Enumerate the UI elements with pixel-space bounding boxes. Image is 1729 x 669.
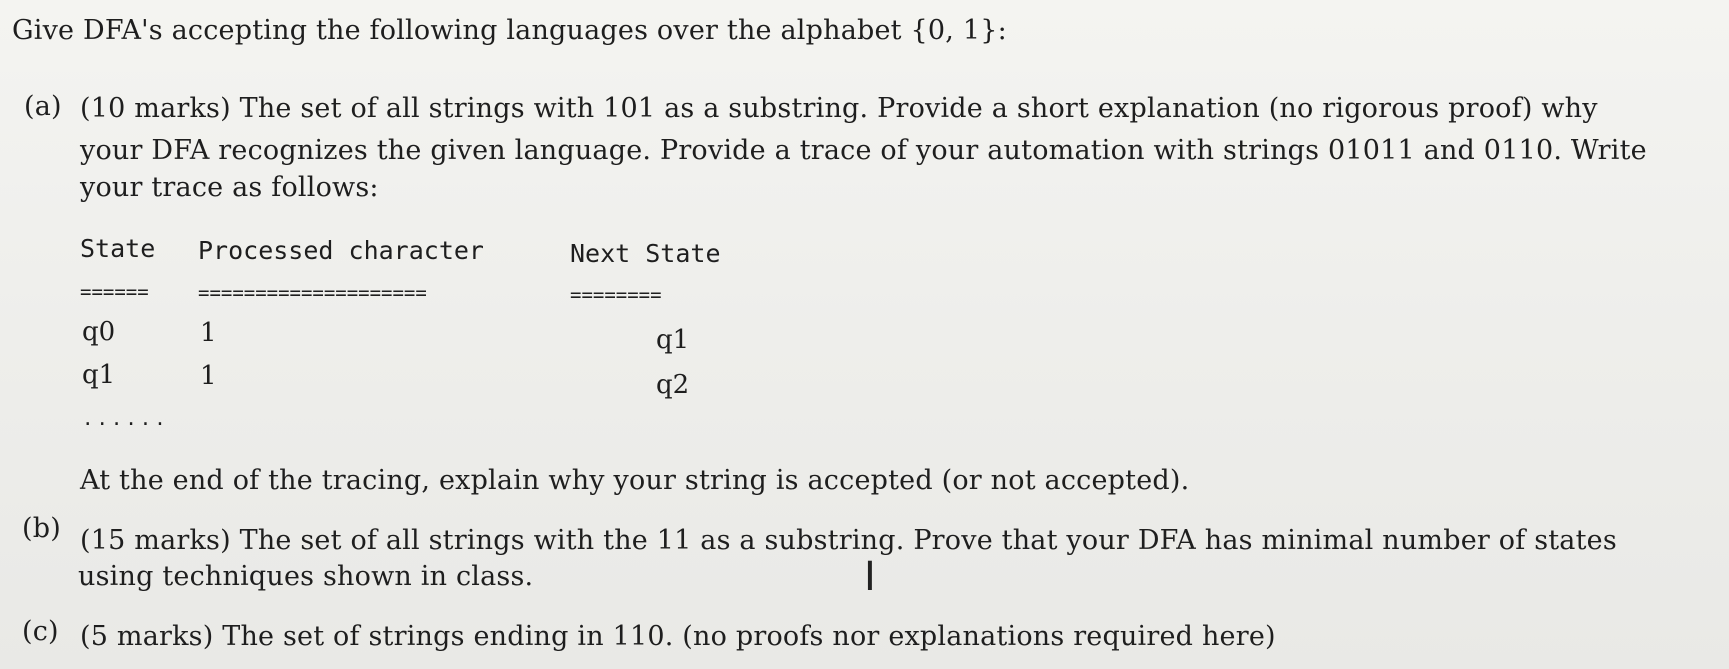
part-a-line-1: (10 marks) The set of all strings with 101 as a substring. Provide a short explanation (no rigorous proof) why <box>80 93 1598 124</box>
intro-text: Give DFA's accepting the following languages over the alphabet {0, 1}: <box>12 15 1007 46</box>
trace-row-1-state: q0 <box>82 317 116 347</box>
trace-separator-processed: ==================== <box>198 282 427 304</box>
part-c-line-1: (5 marks) The set of strings ending in 110. (no proofs nor explanations required here) <box>80 621 1276 652</box>
trace-header-next: Next State <box>570 239 721 268</box>
part-c-label: (c) <box>22 616 59 647</box>
trace-row-2-char: 1 <box>200 361 217 391</box>
part-a-line-3: your trace as follows: <box>80 172 379 203</box>
part-a-closing: At the end of the tracing, explain why your string is accepted (or not accepted). <box>80 465 1190 496</box>
trace-row-2-state: q1 <box>82 360 116 390</box>
part-b-label: (b) <box>22 513 61 544</box>
trace-row-1-char: 1 <box>200 318 217 348</box>
part-a-line-2: your DFA recognizes the given language. Provide a trace of your automation with strings 01011 and 0110. Write <box>80 135 1647 166</box>
trace-header-state: State <box>80 234 156 263</box>
part-b-line-2: using techniques shown in class. <box>78 561 534 592</box>
part-a-label: (a) <box>24 91 62 122</box>
trace-row-2-next: q2 <box>656 370 690 400</box>
text-cursor-icon: I <box>864 554 876 600</box>
part-b-line-1: (15 marks) The set of all strings with the 11 as a substring. Prove that your DFA has minimal number of states <box>80 525 1617 556</box>
trace-row-1-next: q1 <box>656 325 690 355</box>
trace-ellipsis: ...... <box>82 408 169 430</box>
trace-separator-state: ====== <box>80 281 149 303</box>
trace-header-processed: Processed character <box>198 236 484 265</box>
trace-separator-next: ======== <box>570 284 662 306</box>
